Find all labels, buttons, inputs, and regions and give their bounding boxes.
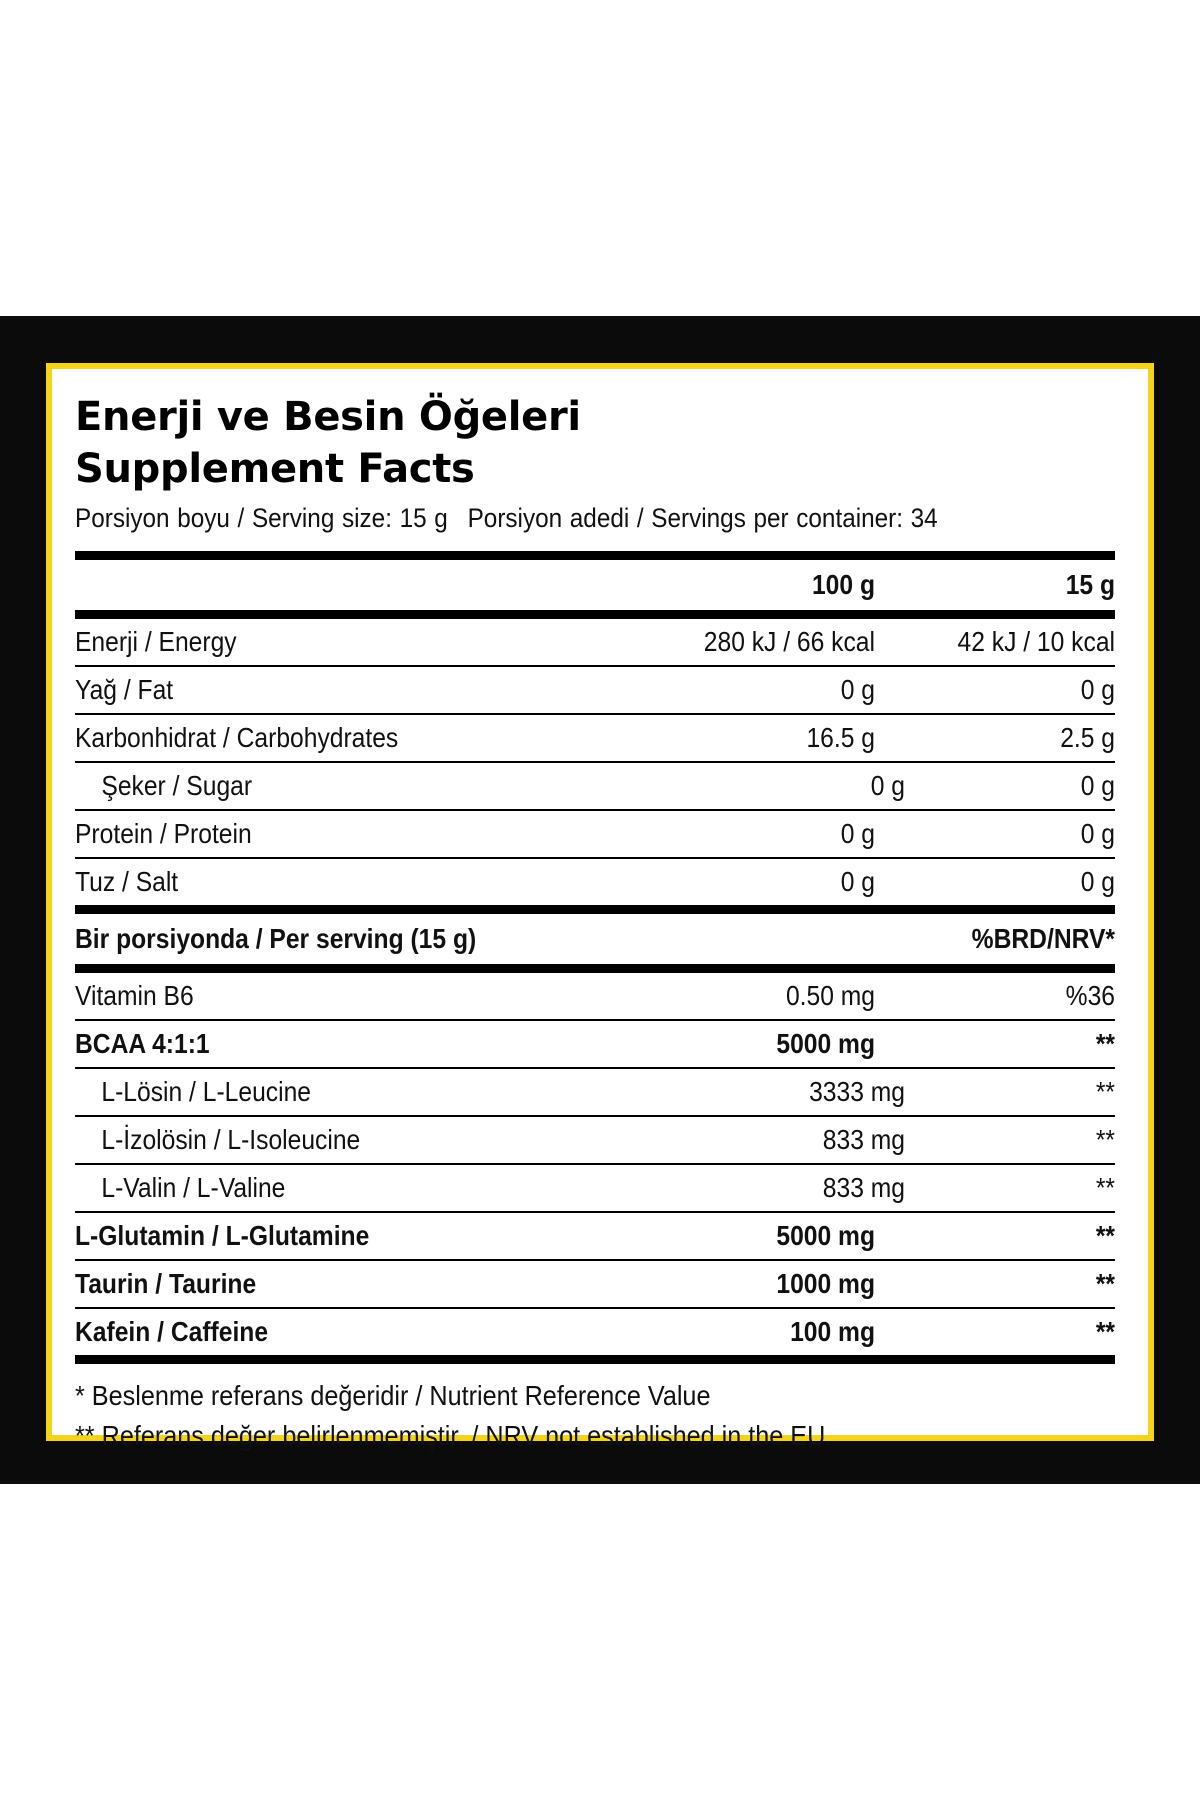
nutrient-name: Enerji / Energy [75,626,237,657]
value-per-100g: 0 g [870,770,905,801]
divider-thick [75,610,1115,619]
carbohydrates-row [75,715,1115,761]
ingredient-name: L-İzolösin / L-Isoleucine [101,1124,361,1155]
ingredient-amount: 0.50 mg [785,980,875,1011]
column-header-15g: 15 g [1065,569,1115,600]
ingredient-amount: 833 mg [822,1124,905,1155]
serving-info [75,501,1011,535]
ingredient-nrv: ** [1095,1172,1115,1203]
value-per-100g: 0 g [840,866,875,897]
divider-thick [75,551,1115,560]
fat-row [75,667,1115,713]
ingredient-name: Kafein / Caffeine [75,1316,269,1347]
per-serving-label: Bir porsiyonda / Per serving (15 g) [75,923,477,954]
column-header-100g: 100 g [811,569,875,600]
value-per-100g: 0 g [840,674,875,705]
valine-row [75,1165,1115,1211]
ingredient-amount: 5000 mg [776,1028,875,1059]
ingredient-name: Vitamin B6 [75,980,194,1011]
value-per-100g: 280 kJ / 66 kcal [703,626,875,657]
energy-row [75,619,1115,665]
ingredient-name: L-Valin / L-Valine [101,1172,286,1203]
value-per-100g: 16.5 g [806,722,875,753]
divider-thick [75,1355,1115,1364]
ingredient-amount: 5000 mg [776,1220,875,1251]
ingredient-amount: 3333 mg [809,1076,905,1107]
column-header-row [75,560,1115,610]
protein-row [75,811,1115,857]
nutrient-name: Protein / Protein [75,818,252,849]
value-per-serving: 42 kJ / 10 kcal [957,626,1115,657]
ingredient-nrv: ** [1095,1220,1115,1251]
nutrient-name: Şeker / Sugar [101,770,253,801]
ingredient-nrv: ** [1095,1124,1115,1155]
ingredient-nrv: ** [1095,1316,1115,1347]
ingredient-nrv: %36 [1065,980,1115,1011]
sugar-row [75,763,1115,809]
footnotes [75,1376,1011,1456]
ingredient-amount: 100 mg [790,1316,875,1347]
value-per-100g: 0 g [840,818,875,849]
footnote-nrv: * Beslenme referans değeridir / Nutrient Reference Value [75,1380,711,1411]
nutrient-name: Yağ / Fat [75,674,174,705]
label-content [75,391,1115,1456]
servings-per-container: Porsiyon adedi / Servings per container: 34 [467,503,938,533]
supplement-facts-label [46,363,1154,1451]
ingredient-name: Taurin / Taurine [75,1268,257,1299]
nrv-header: %BRD/NRV* [971,923,1115,954]
value-per-serving: 0 g [1080,770,1115,801]
isoleucine-row [75,1117,1115,1163]
ingredient-nrv: ** [1095,1268,1115,1299]
title-english: Supplement Facts [75,446,475,492]
value-per-serving: 0 g [1080,674,1115,705]
value-per-serving: 2.5 g [1060,722,1115,753]
ingredient-name: L-Lösin / L-Leucine [101,1076,311,1107]
per-serving-header-row [75,914,1115,964]
value-per-serving: 0 g [1080,866,1115,897]
ingredient-name: BCAA 4:1:1 [75,1028,210,1059]
taurine-row [75,1261,1115,1307]
glutamine-row [75,1213,1115,1259]
ingredient-amount: 1000 mg [776,1268,875,1299]
value-per-serving: 0 g [1080,818,1115,849]
bcaa-row [75,1021,1115,1067]
divider-thick [75,905,1115,914]
footnote-not-established: ** Referans değer belirlenmemiştir. / NRV not established in the EU. [75,1420,833,1451]
ingredient-amount: 833 mg [822,1172,905,1203]
serving-size: Porsiyon boyu / Serving size: 15 g [75,503,448,533]
vitamin-b6-row [75,973,1115,1019]
title-turkish: Enerji ve Besin Öğeleri [75,394,581,440]
salt-row [75,859,1115,905]
leucine-row [75,1069,1115,1115]
ingredient-nrv: ** [1095,1076,1115,1107]
ingredient-nrv: ** [1095,1028,1115,1059]
divider-thick [75,964,1115,973]
nutrient-name: Karbonhidrat / Carbohydrates [75,722,399,753]
ingredient-name: L-Glutamin / L-Glutamine [75,1220,370,1251]
nutrient-name: Tuz / Salt [75,866,179,897]
caffeine-row [75,1309,1115,1355]
